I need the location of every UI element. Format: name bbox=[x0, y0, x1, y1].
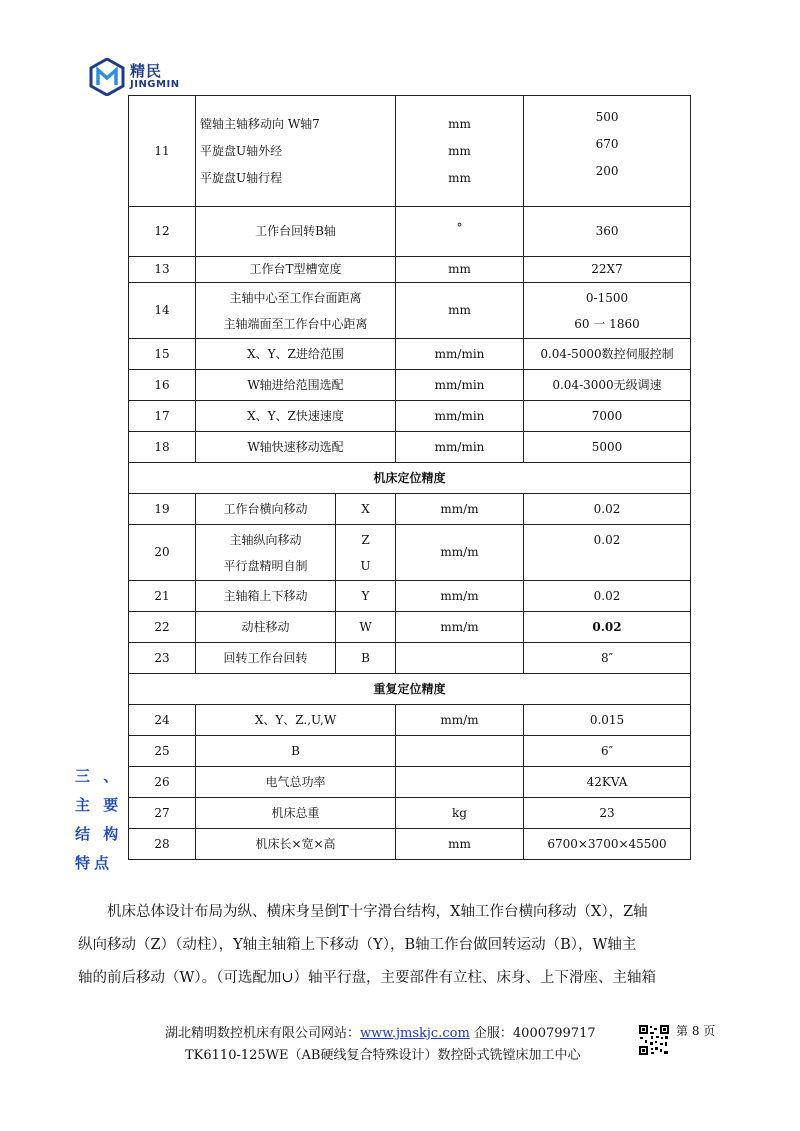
row-unit: ° bbox=[396, 207, 524, 257]
row-number: 23 bbox=[129, 643, 196, 674]
row-number: 25 bbox=[129, 736, 196, 767]
row-value: 0.02 bbox=[524, 494, 691, 525]
footer-service-phone: 企服：4000799717 bbox=[469, 1026, 596, 1041]
footer-company: 湖北精明数控机床有限公司网站： bbox=[165, 1026, 361, 1041]
row-item: 主轴箱上下移动 bbox=[196, 581, 336, 612]
row-value: 0.02 bbox=[524, 581, 691, 612]
row-item: X、Y、Z快速速度 bbox=[196, 401, 396, 432]
row-value: 360 bbox=[524, 207, 691, 257]
row-number: 13 bbox=[129, 257, 196, 283]
row-number: 15 bbox=[129, 339, 196, 370]
jingmin-logo-icon bbox=[88, 58, 126, 96]
row-unit: mm/min bbox=[396, 370, 524, 401]
row-number: 16 bbox=[129, 370, 196, 401]
row-value: 0.04-5000数控伺服控制 bbox=[524, 339, 691, 370]
row-axis: Z U bbox=[336, 525, 396, 581]
row-item: W轴进给范围选配 bbox=[196, 370, 396, 401]
table-row bbox=[129, 432, 691, 463]
row-number: 26 bbox=[129, 767, 196, 798]
row-value: 7000 bbox=[524, 401, 691, 432]
row-number: 22 bbox=[129, 612, 196, 643]
row-unit: mm mm mm bbox=[396, 96, 524, 207]
row-value: 6″ bbox=[524, 736, 691, 767]
table-row bbox=[129, 257, 691, 283]
row-item: 工作台T型槽宽度 bbox=[196, 257, 396, 283]
table-row bbox=[129, 339, 691, 370]
row-item: 镗轴主轴移动向 W轴7 平旋盘U轴外经 平旋盘U轴行程 bbox=[196, 96, 396, 207]
row-item: 机床长×宽×高 bbox=[196, 829, 396, 860]
row-item: 工作台横向移动 bbox=[196, 494, 336, 525]
section-heading-row bbox=[129, 463, 691, 494]
row-item: 电气总功率 bbox=[196, 767, 396, 798]
row-axis: W bbox=[336, 612, 396, 643]
row-number: 20 bbox=[129, 525, 196, 581]
row-value: 0.02 bbox=[524, 612, 691, 643]
table-row bbox=[129, 736, 691, 767]
row-number: 11 bbox=[129, 96, 196, 207]
footer-contact-line bbox=[165, 1022, 596, 1041]
row-unit bbox=[396, 767, 524, 798]
row-number: 24 bbox=[129, 705, 196, 736]
table-row bbox=[129, 581, 691, 612]
row-item: 主轴中心至工作台面距离 主轴端面至工作台中心距离 bbox=[196, 283, 396, 339]
row-unit: mm/m bbox=[396, 612, 524, 643]
description-paragraph: 机床总体设计布局为纵、横床身呈倒T十字滑台结构，X轴工作台横向移动（X），Z轴 纵向移动（Z）（动柱），Y轴主轴箱上下移动（Y），B轴工作台做回转运动（B），W轴主 轴的前后移动（W）。（可选配加∪）轴平行盘，主要部件有立柱、床身、上下滑座、主轴箱 bbox=[78, 904, 657, 986]
table-row bbox=[129, 401, 691, 432]
row-number: 19 bbox=[129, 494, 196, 525]
page-number: 第 8 页 bbox=[676, 1024, 716, 1038]
row-value: 0.04-3000无级调速 bbox=[524, 370, 691, 401]
section-heading-main-features: 三 、 主 要 结 构 特点 bbox=[75, 767, 123, 872]
row-value: 0.015 bbox=[524, 705, 691, 736]
logo-english-text: JINGMIN bbox=[130, 79, 180, 90]
row-number: 14 bbox=[129, 283, 196, 339]
row-value: 22X7 bbox=[524, 257, 691, 283]
row-item: 回转工作台回转 bbox=[196, 643, 336, 674]
table-row bbox=[129, 643, 691, 674]
row-number: 17 bbox=[129, 401, 196, 432]
row-unit: mm bbox=[396, 829, 524, 860]
qr-code-icon bbox=[638, 1024, 670, 1056]
table-row bbox=[129, 207, 691, 257]
table-row bbox=[129, 767, 691, 798]
row-value: 5000 bbox=[524, 432, 691, 463]
row-item: X、Y、Z进给范围 bbox=[196, 339, 396, 370]
row-axis: X bbox=[336, 494, 396, 525]
logo-chinese-text: 精民 bbox=[130, 62, 163, 80]
row-value: 0.02 bbox=[524, 525, 691, 581]
website-link[interactable]: www.jmskjc.com bbox=[360, 1026, 470, 1041]
row-item: 动柱移动 bbox=[196, 612, 336, 643]
row-value: 500 670 200 bbox=[524, 96, 691, 207]
footer-model-line: TK6110-125WE（AB硬线复合特殊设计）数控卧式铣镗床加工中心 bbox=[185, 1048, 581, 1063]
row-unit: mm/m bbox=[396, 525, 524, 581]
row-unit bbox=[396, 736, 524, 767]
row-item: 主轴纵向移动 平行盘精明自制 bbox=[196, 525, 336, 581]
row-unit: mm/min bbox=[396, 339, 524, 370]
table-row bbox=[129, 525, 691, 581]
row-item: W轴快速移动选配 bbox=[196, 432, 396, 463]
section-heading: 重复定位精度 bbox=[129, 674, 691, 705]
row-value: 6700×3700×45500 bbox=[524, 829, 691, 860]
row-number: 12 bbox=[129, 207, 196, 257]
row-number: 18 bbox=[129, 432, 196, 463]
row-unit: mm/min bbox=[396, 401, 524, 432]
table-row bbox=[129, 705, 691, 736]
row-value: 42KVA bbox=[524, 767, 691, 798]
row-unit: mm/m bbox=[396, 581, 524, 612]
section-heading: 机床定位精度 bbox=[129, 463, 691, 494]
row-number: 27 bbox=[129, 798, 196, 829]
spec-table bbox=[128, 95, 691, 860]
row-unit: mm/m bbox=[396, 705, 524, 736]
row-unit: kg bbox=[396, 798, 524, 829]
table-row bbox=[129, 829, 691, 860]
table-row bbox=[129, 370, 691, 401]
row-unit bbox=[396, 643, 524, 674]
table-row bbox=[129, 798, 691, 829]
table-row bbox=[129, 283, 691, 339]
row-unit: mm bbox=[396, 257, 524, 283]
row-number: 21 bbox=[129, 581, 196, 612]
row-unit: mm bbox=[396, 283, 524, 339]
row-item: X、Y、Z.,U,W bbox=[196, 705, 396, 736]
section-heading-row bbox=[129, 674, 691, 705]
row-value: 8″ bbox=[524, 643, 691, 674]
row-number: 28 bbox=[129, 829, 196, 860]
table-row bbox=[129, 494, 691, 525]
table-row bbox=[129, 96, 691, 207]
row-item: B bbox=[196, 736, 396, 767]
company-logo bbox=[88, 58, 268, 96]
row-item: 工作台回转B轴 bbox=[196, 207, 396, 257]
table-row bbox=[129, 612, 691, 643]
row-item: 机床总重 bbox=[196, 798, 396, 829]
row-axis: B bbox=[336, 643, 396, 674]
row-unit: mm/m bbox=[396, 494, 524, 525]
row-value: 23 bbox=[524, 798, 691, 829]
row-axis: Y bbox=[336, 581, 396, 612]
row-unit: mm/min bbox=[396, 432, 524, 463]
row-value: 0-1500 60 一 1860 bbox=[524, 283, 691, 339]
